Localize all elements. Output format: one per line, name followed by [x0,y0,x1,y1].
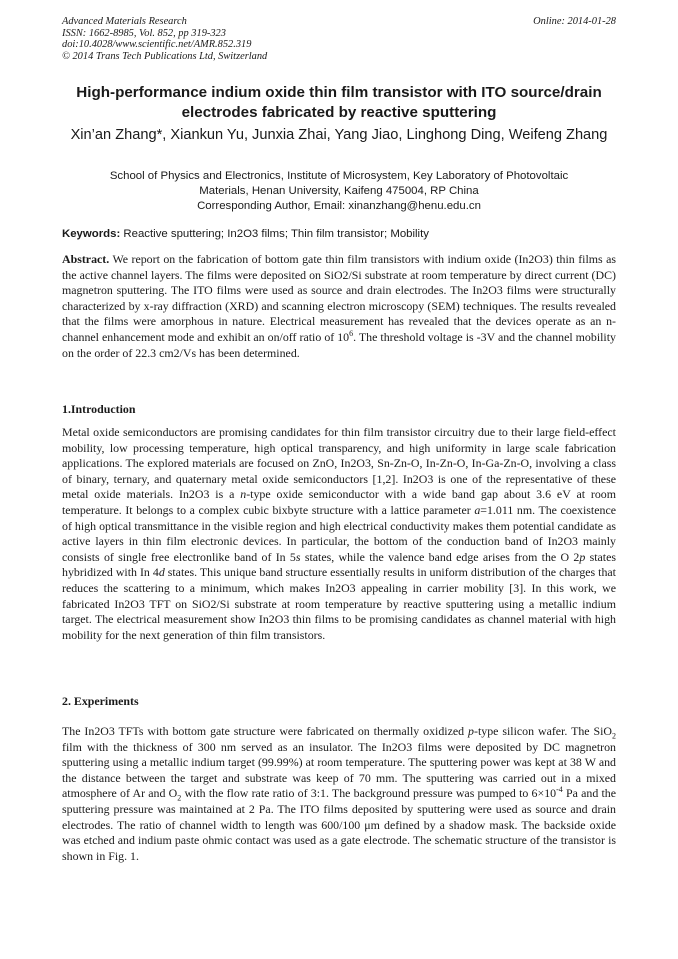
body-text: states hybridized with In 4 [62,549,616,580]
superscript: 6 [349,329,354,338]
italic-text: a [474,502,481,517]
abstract-text: . The threshold voltage is -3V and the channel mobility on the order of 22.3 cm2/Vs has been determined. [62,329,616,360]
author-list: Xin’an Zhang*, Xiankun Yu, Junxia Zhai, Yang Jiao, Linghong Ding, Weifeng Zhang [70,127,608,143]
body-text: film with the thickness of 300 nm served as an insulator. The In2O3 films were deposited by DC magnetron sputtering using a metallic indium target (99.99%) at room temperature. The sputtering power was kept at 38 W and the distance between the target and substrate was keep of 70 mm. The sputtering was carried out in a mixed atmosphere of Ar and O [62,739,616,801]
corresponding-author: Corresponding Author, Email: xinanzhang@henu.edu.cn [197,200,481,212]
body-text: states. This unique band structure essentially results in uniform distribution of the charges that reduces the scattering to a minimum, which makes In2O3 appealing in carrier mobility [3]. In this work, we fabricated In2O3 TFT on SiO2/Si substrate at room temperature by reactive sputtering using a metallic indium target. The electrical measurement show In2O3 thin films to be promising candidates as channel material with high mobility for the next generation of thin film transistors. [62,565,616,642]
keywords [62,227,618,242]
subscript: 2 [612,731,616,741]
abstract-text: We report on the fabrication of bottom gate thin film transistors with indium oxide (In2O3) thin films as the active channel layers. The films were deposited on SiO2/Si substrate at room temperature by direct current (DC) magnetron sputtering. The ITO films were used as source and drain electrodes. The In2O3 films were structurally characterized by x-ray diffraction (XRD) and scanning electron microscopy (SEM) techniques. The results revealed that the films were amorphous in nature. Electrical measurement has revealed that the devices operate as an n-channel enhancement mode and exhibit an on/off ratio of 10 [62,252,616,344]
italic-text: d [158,565,165,580]
body-text: Pa and the sputtering pressure was maintained at 2 Pa. The ITO films deposited by sputtering were used as source and drain electrodes. The ratio of channel width to length was 600/100 μm defined by a shadow mask. The backside oxide was etched and indium paste ohmic contact was used as a gate electrode. The schematic structure of the transistor is shown in Fig. 1. [62,786,617,863]
body-text: states, while the valence band edge arises from the O 2 [300,549,580,564]
section-heading-experiments: 2. Experiments [62,694,139,708]
affiliation-line: Materials, Henan University, Kaifeng 475004, RP China [199,185,479,197]
section-heading-introduction: 1.Introduction [62,402,136,416]
journal-header [62,16,616,62]
superscript: -4 [556,785,563,795]
body-text: The In2O3 TFTs with bottom gate structure were fabricated on thermally oxidized [62,724,469,738]
copyright-line: © 2014 Trans Tech Publications Ltd, Switzerland [62,50,268,62]
doi-line: doi:10.4028/www.scientific.net/AMR.852.319 [62,39,252,51]
abstract [62,252,616,361]
journal-name: Advanced Materials Research [62,16,187,27]
body-text: with the flow rate ratio of 3:1. The background pressure was pumped to 6×10 [181,786,557,801]
introduction-paragraph [62,425,616,643]
keywords-label: Keywords: [62,228,121,240]
italic-text: n [240,487,247,502]
italic-text: p [579,549,586,564]
keywords-list: Reactive sputtering; In2O3 films; Thin film transistor; Mobility [123,228,429,240]
italic-text: s [295,549,301,564]
issn-line: ISSN: 1662-8985, Vol. 852, pp 319-323 [62,27,226,39]
body-text: Metal oxide semiconductors are promising candidates for thin film transistor circuitry due to their large field-effect mobility, low processing temperature, high optical transparency, and high uniformity in large scale fabrication applications. The explored materials are focused on ZnO, In2O3, Sn-Zn-O, In-Zn-O, In-Ga-Zn-O, involving a class of binary, ternary, and quaternary metal oxide semiconductors [1,2]. In2O3 is one of the representative of these metal oxide materials. In2O3 is a [62,425,616,502]
affiliation [54,169,624,214]
italic-text: p [468,724,474,738]
online-date: Online: 2014-01-28 [533,16,616,27]
subscript: 2 [177,793,182,803]
experiments-paragraph [62,724,616,864]
paper-title: High-performance indium oxide thin film transistor with ITO source/drain electrodes fabricated by reactive sputtering [76,84,602,121]
affiliation-line: School of Physics and Electronics, Institute of Microsystem, Key Laboratory of Photovoltaic [109,170,569,182]
abstract-label: Abstract. [62,252,110,266]
body-text: =1.011 nm. The coexistence of high optical transmittance in the visible region and high electrical conductivity makes them potential candidate as active layers in thin film electronic devices. In particular, the bottom of the conduction band of In2O3 mainly consists of single free electronlike band of In 5 [62,502,617,564]
body-text: -type silicon wafer. The SiO [473,724,612,738]
body-text: -type oxide semiconductor with a wide band gap about 3.6 eV at room temperature. It belongs to a complex cubic bixbyte structure with a lattice parameter [62,487,617,517]
